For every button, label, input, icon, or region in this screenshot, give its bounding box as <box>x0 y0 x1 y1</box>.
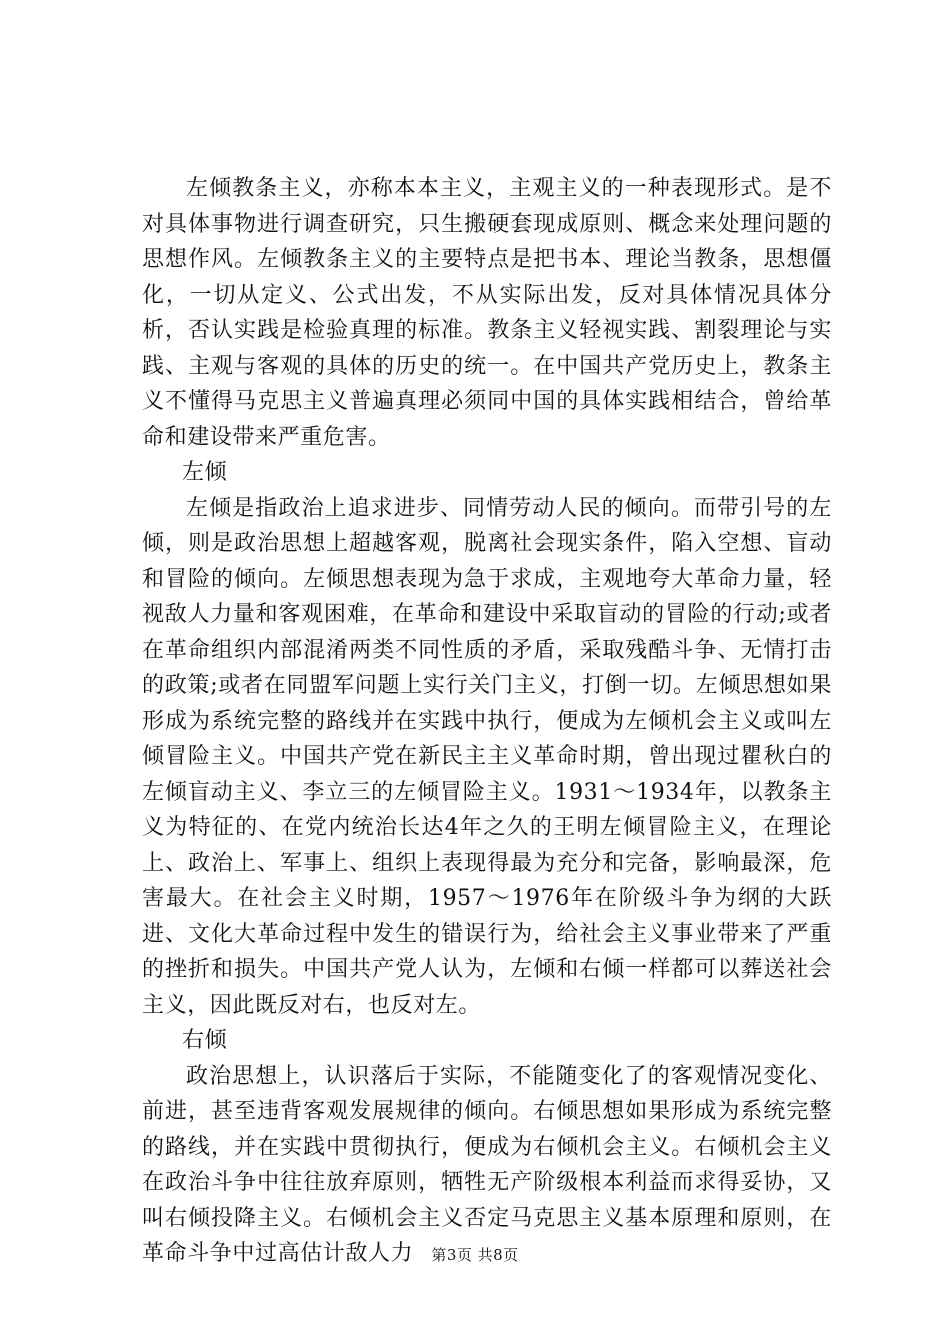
paragraph-right-deviation: 政治思想上，认识落后于实际，不能随变化了的客观情况变化、前进，甚至违背客观发展规律的倾向。右倾思想如果形成为系统完整的路线，并在实践中贯彻执行，便成为右倾机会主义。右倾机会主义在政治斗争中往往放弃原则，牺牲无产阶级根本利益而求得妥协，又叫右倾投降主义。右倾机会主义否定马克思主义基本原理和原则，在革命斗争中过高估计敌人力 <box>142 1063 832 1266</box>
page-number-footer: 第3页 共8页 <box>431 1246 519 1264</box>
paragraph-left-deviation: 左倾是指政治上追求进步、同情劳动人民的倾向。而带引号的左倾，则是政治思想上超越客观，脱离社会现实条件，陷入空想、盲动和冒险的倾向。左倾思想表现为急于求成，主观地夸大革命力量，轻视敌人力量和客观困难，在革命和建设中采取盲动的冒险的行动;或者在革命组织内部混淆两类不同性质的矛盾，采取残酷斗争、无情打击的政策;或者在同盟军问题上实行关门主义，打倒一切。左倾思想如果形成为系统完整的路线并在实践中执行，便成为左倾机会主义或叫左倾冒险主义。中国共产党在新民主主义革命时期，曾出现过瞿秋白的左倾盲动主义、李立三的左倾冒险主义。1931～1934年，以教条主义为特征的、在党内统治长达4年之久的王明左倾冒险主义，在理论上、政治上、军事上、组织上表现得最为充分和完备，影响最深，危害最大。在社会主义时期，1957～1976年在阶级斗争为纲的大跃进、文化大革命过程中发生的错误行为，给社会主义事业带来了严重的挫折和损失。中国共产党人认为，左倾和右倾一样都可以葬送社会主义，因此既反对右，也反对左。 <box>142 495 832 1018</box>
section-heading-left: 左倾 <box>182 460 228 485</box>
document-body <box>142 171 832 1272</box>
section-heading-right: 右倾 <box>182 1028 228 1053</box>
paragraph-dogmatism: 左倾教条主义，亦称本本主义，主观主义的一种表现形式。是不对具体事物进行调查研究，只生搬硬套现成原则、概念来处理问题的思想作风。左倾教条主义的主要特点是把书本、理论当教条，思想僵化，一切从定义、公式出发，不从实际出发，反对具体情况具体分析，否认实践是检验真理的标准。教条主义轻视实践、割裂理论与实践、主观与客观的具体的历史的统一。在中国共产党历史上，教条主义不懂得马克思主义普遍真理必须同中国的具体实践相结合，曾给革命和建设带来严重危害。 <box>142 176 832 450</box>
